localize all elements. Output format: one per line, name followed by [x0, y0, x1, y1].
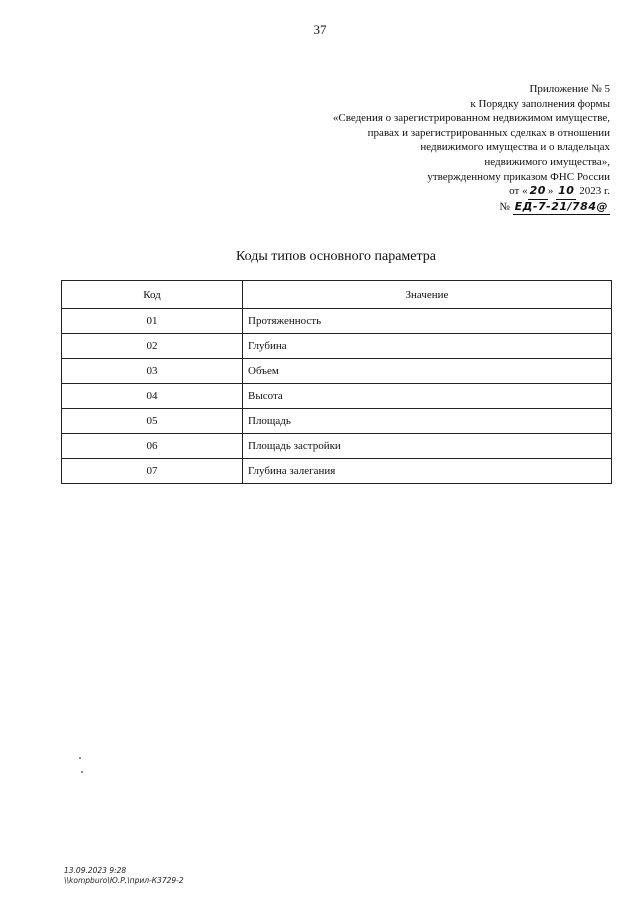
table-header-row	[62, 281, 612, 309]
cell-code: 07	[62, 459, 243, 484]
cell-value: Площадь	[243, 409, 612, 434]
appendix-header	[280, 82, 610, 215]
order-date	[280, 184, 610, 200]
cell-code: 06	[62, 434, 243, 459]
table-row	[62, 359, 612, 384]
appendix-line: недвижимого имущества и о владельцах	[420, 141, 610, 154]
table-row	[62, 434, 612, 459]
date-mid: »	[547, 185, 554, 198]
cell-value: Объем	[243, 359, 612, 384]
handwritten-month: 10	[556, 184, 576, 200]
cell-code: 02	[62, 334, 243, 359]
cell-code: 01	[62, 309, 243, 334]
table-row	[62, 309, 612, 334]
cell-code: 04	[62, 384, 243, 409]
appendix-line: Приложение № 5	[529, 83, 610, 95]
appendix-line: к Порядку заполнения формы	[470, 97, 610, 110]
table-row	[62, 409, 612, 434]
date-prefix: от «	[509, 185, 528, 198]
handwritten-day: 20	[528, 184, 548, 200]
cell-value: Высота	[243, 384, 612, 409]
appendix-line: недвижимого имущества»,	[484, 155, 610, 168]
appendix-line: утвержденному приказом ФНС России	[427, 170, 610, 183]
scan-speck	[79, 757, 81, 759]
handwritten-number: ЕД-7-21/784@	[513, 200, 610, 216]
table-row	[62, 459, 612, 484]
cell-code: 03	[62, 359, 243, 384]
header-code: Код	[62, 281, 243, 309]
table-row	[62, 334, 612, 359]
cell-value: Глубина залегания	[243, 459, 612, 484]
document-title: Коды типов основного параметра	[235, 249, 437, 264]
cell-value: Площадь застройки	[243, 434, 612, 459]
page-number: 37	[313, 22, 327, 37]
appendix-line: «Сведения о зарегистрированном недвижимом имуществе,	[332, 112, 610, 125]
codes-table	[61, 280, 612, 484]
header-value: Значение	[243, 281, 612, 309]
number-prefix: №	[499, 200, 510, 213]
scan-speck	[81, 771, 83, 773]
cell-code: 05	[62, 409, 243, 434]
footer-file-ref: \\kompburo\Ю.Р.\прил-К3729-2	[64, 876, 184, 885]
order-number	[280, 200, 610, 216]
footer-timestamp: 13.09.2023 9:28	[64, 866, 127, 875]
cell-value: Глубина	[243, 334, 612, 359]
footer-stamp	[64, 866, 184, 886]
appendix-line: правах и зарегистрированных сделках в отношении	[367, 126, 610, 139]
cell-value: Протяженность	[243, 309, 612, 334]
table-row	[62, 384, 612, 409]
date-year: 2023 г.	[579, 185, 610, 198]
